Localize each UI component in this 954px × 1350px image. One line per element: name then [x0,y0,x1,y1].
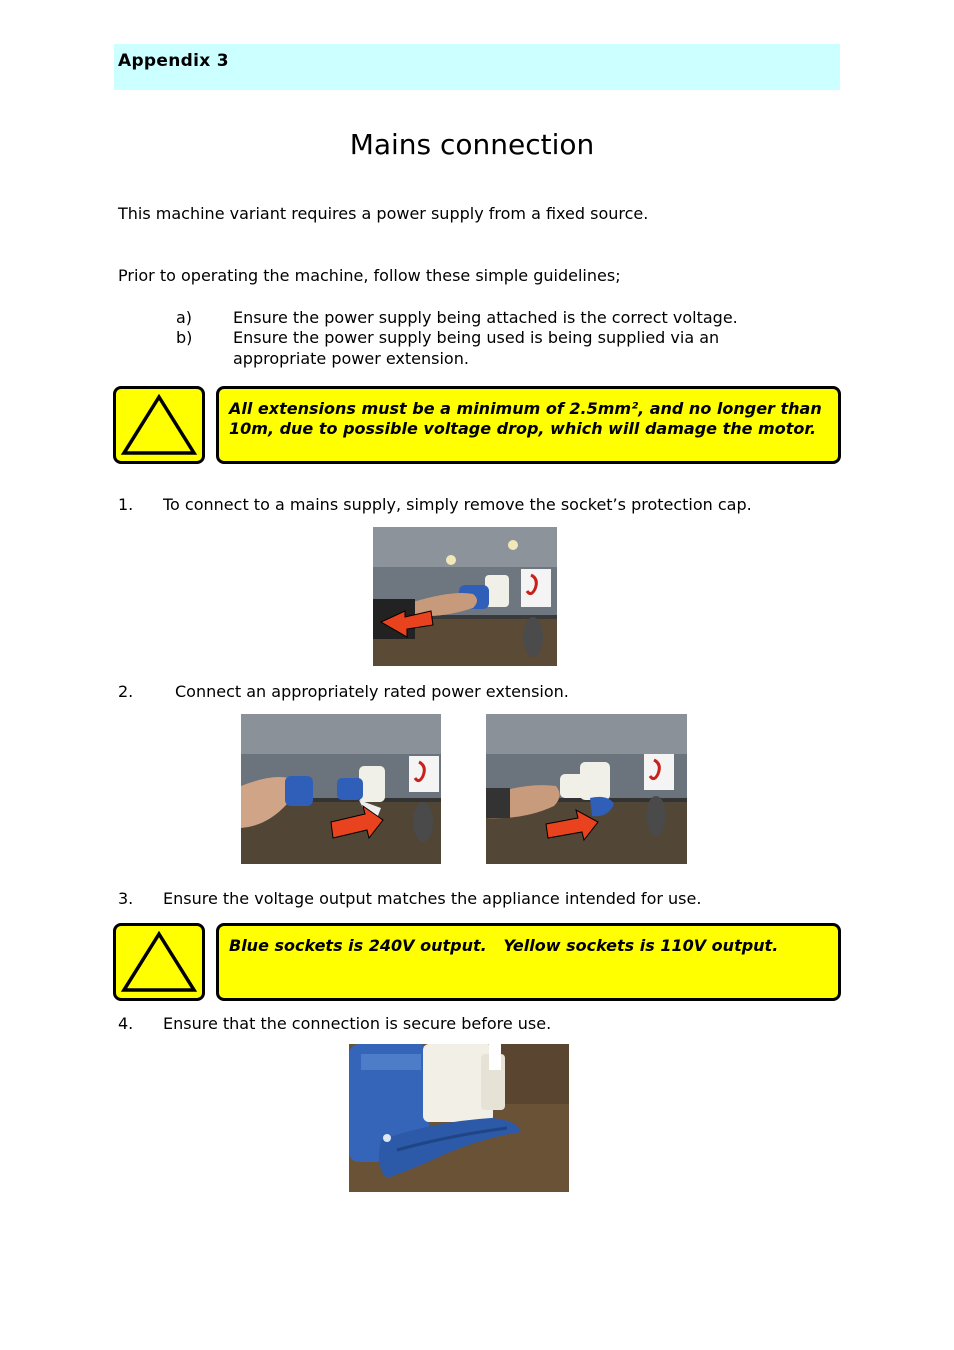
step-2-text: Connect an appropriately rated power extension. [175,682,569,701]
warning-2-text: Blue sockets is 240V output. Yellow sockets is 110V output. [229,936,779,955]
page-title: Mains connection [349,128,595,161]
warning-1-line2: 10m, due to possible voltage drop, which will damage the motor. [229,419,817,438]
warning-triangle-icon [116,389,202,461]
warning-message-box-1 [216,386,841,464]
guideline-text-a: Ensure the power supply being attached is the correct voltage. [233,308,738,327]
guideline-text-b-line2: appropriate power extension. [233,349,469,368]
step-3-number: 3. [118,889,134,908]
warning-icon-box-1 [113,386,205,464]
appendix-label: Appendix 3 [118,51,229,71]
step-2-number: 2. [118,682,134,701]
step-1-number: 1. [118,495,134,514]
warning-icon-box-2 [113,923,205,1001]
guidelines-intro: Prior to operating the machine, follow these simple guidelines; [118,266,621,285]
guideline-marker-b: b) [176,328,193,347]
photo-secure-connection [349,1044,569,1192]
guideline-marker-a: a) [176,308,193,327]
photo-connect-extension-2 [486,714,687,864]
photo-connect-extension-1 [241,714,441,864]
photo-remove-cap [373,527,557,666]
step-3-text: Ensure the voltage output matches the appliance intended for use. [163,889,702,908]
step-4-number: 4. [118,1014,134,1033]
step-4-text: Ensure that the connection is secure before use. [163,1014,552,1033]
step-1-text: To connect to a mains supply, simply remove the socket’s protection cap. [163,495,752,514]
intro-paragraph: This machine variant requires a power supply from a fixed source. [118,204,649,223]
warning-1-line1: All extensions must be a minimum of 2.5mm², and no longer than [229,399,822,418]
warning-triangle-icon [116,926,202,998]
guideline-text-b-line1: Ensure the power supply being used is being supplied via an [233,328,720,347]
warning-message-box-2 [216,923,841,1001]
